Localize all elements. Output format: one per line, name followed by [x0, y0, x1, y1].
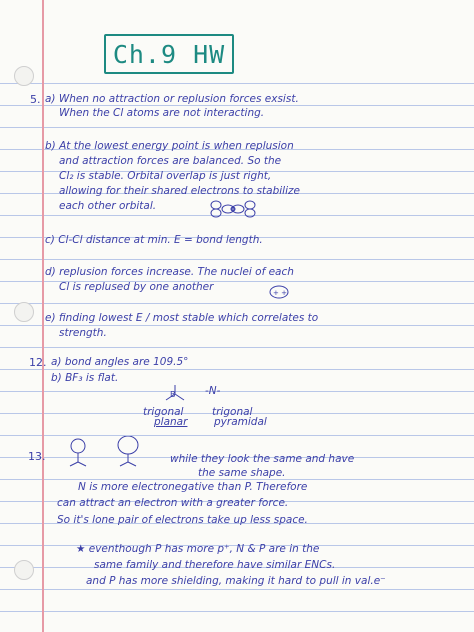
- svg-text:B: B: [170, 390, 176, 399]
- note-line: ★ eventhough P has more p⁺, N & P are in the: [76, 543, 320, 555]
- n-structure: -N-: [205, 385, 221, 397]
- answer-line: allowing for their shared electrons to stabilize: [59, 185, 300, 197]
- answer-line: d) replusion forces increase. The nuclei of each: [45, 266, 294, 278]
- svg-text:+ +: + +: [273, 289, 287, 297]
- shape-label: trigonal: [212, 406, 253, 418]
- answer-line: e) finding lowest E / most stable which correlates to: [45, 312, 319, 324]
- answer-line: When the Cl atoms are not interacting.: [59, 107, 265, 119]
- orbital-overlap-sketch: [206, 198, 266, 220]
- binder-hole: [14, 66, 34, 86]
- answer-line: c) Cl-Cl distance at min. E = bond length.: [45, 234, 263, 246]
- note-line: and P has more shielding, making it hard to pull in val.e⁻: [86, 575, 386, 587]
- binder-hole: [14, 302, 34, 322]
- lone-pair-sketch: [64, 436, 154, 468]
- answer-line: and attraction forces are balanced. So the: [59, 155, 282, 167]
- question-number: 13.: [28, 450, 46, 463]
- answer-line: b) At the lowest energy point is when replusion: [45, 140, 294, 152]
- answer-line: the same shape.: [198, 467, 286, 479]
- red-margin-line: [42, 0, 44, 632]
- shape-label: trigonal: [143, 406, 184, 418]
- answer-line: a) bond angles are 109.5°: [51, 356, 189, 368]
- note-line: same family and therefore have similar ENCs.: [94, 559, 336, 571]
- nuclei-sketch: [268, 284, 290, 300]
- shape-label: pyramidal: [214, 416, 267, 428]
- shape-label: planar: [154, 416, 188, 428]
- answer-line: Cl₂ is stable. Orbital overlap is just right,: [59, 170, 272, 182]
- answer-line: Cl is replused by one another: [59, 281, 214, 293]
- answer-line: while they look the same and have: [170, 453, 355, 465]
- answer-line: strength.: [59, 327, 107, 339]
- trigonal-planar-sketch: [160, 383, 190, 405]
- question-number: 5.: [30, 93, 41, 106]
- answer-line: a) When no attraction or replusion forces exsist.: [45, 93, 299, 105]
- answer-line: b) BF₃ is flat.: [51, 372, 119, 384]
- answer-line: N is more electronegative than P. Therefore: [78, 481, 308, 493]
- answer-line: So it's lone pair of electrons take up less space.: [57, 514, 308, 526]
- answer-line: each other orbital.: [59, 200, 157, 212]
- binder-hole: [14, 560, 34, 580]
- question-number: 12.: [29, 356, 47, 369]
- page-title: Ch.9 HW: [104, 34, 234, 74]
- answer-line: can attract an electron with a greater force.: [57, 497, 289, 509]
- page-top-margin: [0, 0, 474, 62]
